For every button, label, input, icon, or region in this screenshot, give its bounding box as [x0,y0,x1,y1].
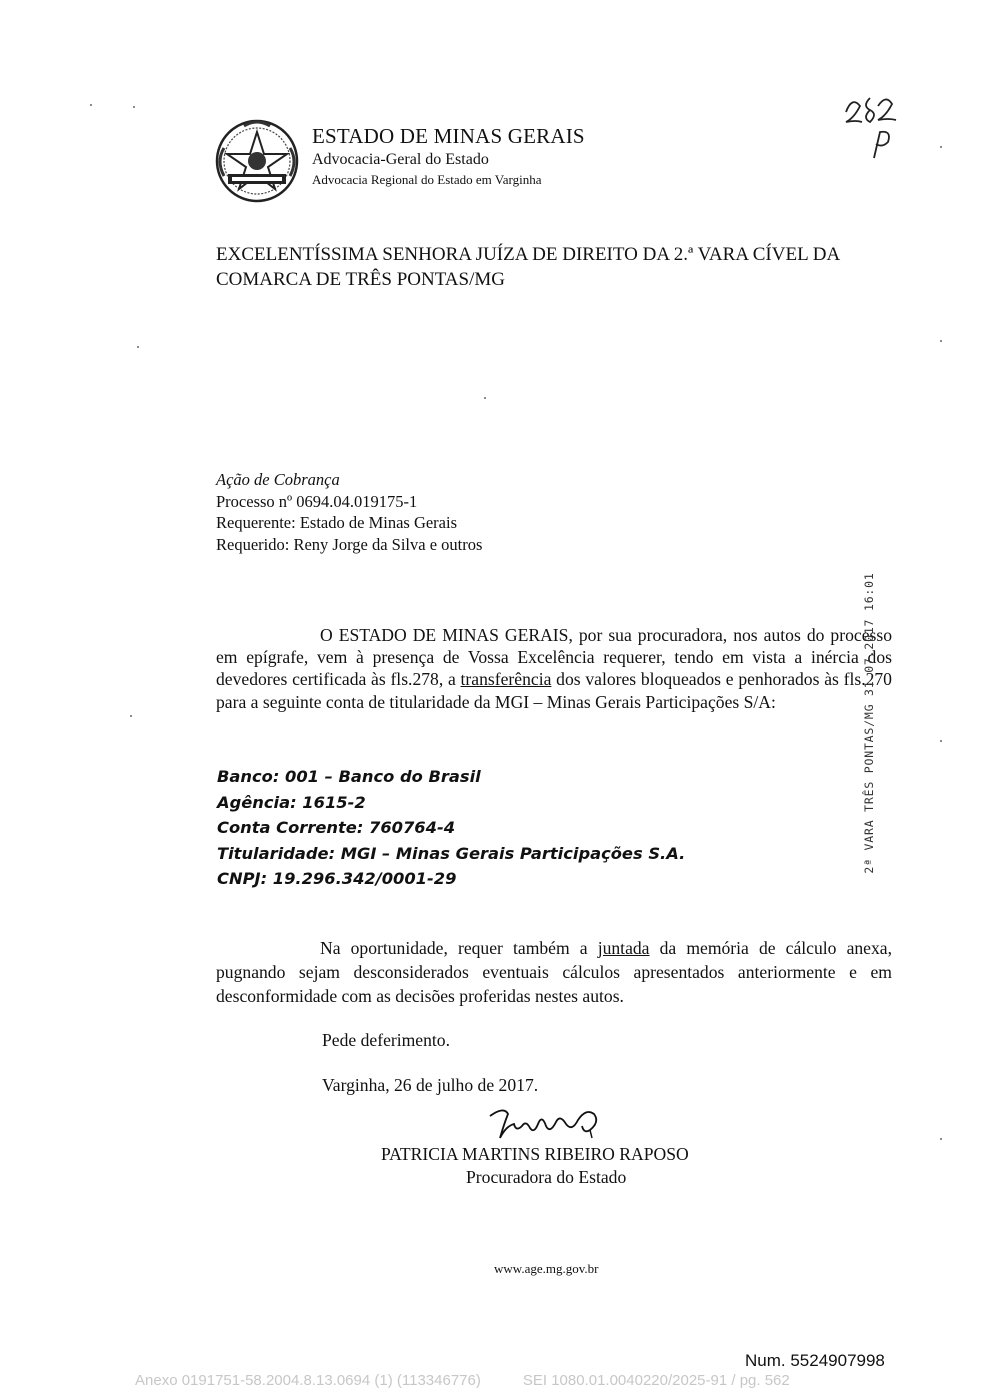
underlined-transfer: transferência [460,669,552,690]
state-seal [214,118,300,204]
scan-speck [940,1138,942,1140]
signer-role: Procuradora do Estado [466,1167,627,1187]
protocol-stamp: 2ª VARA TRÊS PONTAS/MG 31.07.2017 16:01 [862,572,876,874]
scan-speck [90,104,92,106]
scan-speck [940,340,942,342]
bank-account: Conta Corrente: 760764-4 [217,818,456,837]
document-number: Num. 5524907998 [745,1351,885,1370]
footer-annex: Anexo 0191751-58.2004.8.13.0694 (1) (113346776) [135,1372,481,1389]
header-office: Advocacia Regional do Estado em Varginha [312,172,542,187]
case-action: Ação de Cobrança [216,470,340,489]
bank-holder: Titularidade: MGI – Minas Gerais Participações S.A. [217,843,686,863]
case-plaintiff: Requerente: Estado de Minas Gerais [216,513,458,532]
footer-watermark [135,1372,790,1389]
case-process-number: Processo nº 0694.04.019175-1 [216,491,418,511]
footer-sei: SEI 1080.01.0040220/2025-91 / pg. 562 [522,1372,790,1389]
signer-name: PATRICIA MARTINS RIBEIRO RAPOSO [381,1144,689,1164]
request-paragraph: O ESTADO DE MINAS GERAIS, por sua procuradora, nos autos do processo em epígrafe, vem à presença de Vossa Excelência requerer, tendo em vista a inércia dos devedores certificada às fls.278, a transferência dos valores bloqueados e penhorados às fls.270 para a seguinte conta de titularidade da MGI – Minas Gerais Participações S/A: [216,625,892,712]
handwritten-page-mark [840,92,920,162]
scan-speck [940,146,942,148]
bank-name: Banco: 001 – Banco do Brasil [217,767,481,786]
scan-speck [130,715,132,717]
closing-request: Pede deferimento. [322,1030,450,1050]
coat-of-arms-icon [214,118,300,204]
bank-branch: Agência: 1615-2 [217,792,366,812]
scan-speck [940,740,942,742]
case-info [216,469,482,555]
bank-details [217,764,685,892]
attachment-paragraph: Na oportunidade, requer também a juntada da memória de cálculo anexa, pugnando sejam desconsiderados eventuais cálculos apresentados anteriormente e em desconformidade com as decisões proferidas nestes autos. [216,938,892,1006]
scan-speck [133,106,135,108]
case-defendant: Requerido: Reny Jorge da Silva e outros [216,534,483,554]
place-date: Varginha, 26 de julho de 2017. [322,1075,539,1095]
header-state: ESTADO DE MINAS GERAIS [312,124,585,148]
scan-speck [137,346,139,348]
header-agency: Advocacia-Geral do Estado [312,151,489,168]
bank-cnpj: CNPJ: 19.296.342/0001-29 [217,869,457,888]
website-link[interactable]: www.age.mg.gov.br [494,1261,599,1276]
scan-speck [484,397,486,399]
court-address: EXCELENTÍSSIMA SENHORA JUÍZA DE DIREITO DA 2.ª VARA CÍVEL DA COMARCA DE TRÊS PONTAS/MG [216,244,840,290]
underlined-juntada: juntada [597,938,650,958]
handwritten-signature [486,1104,616,1144]
